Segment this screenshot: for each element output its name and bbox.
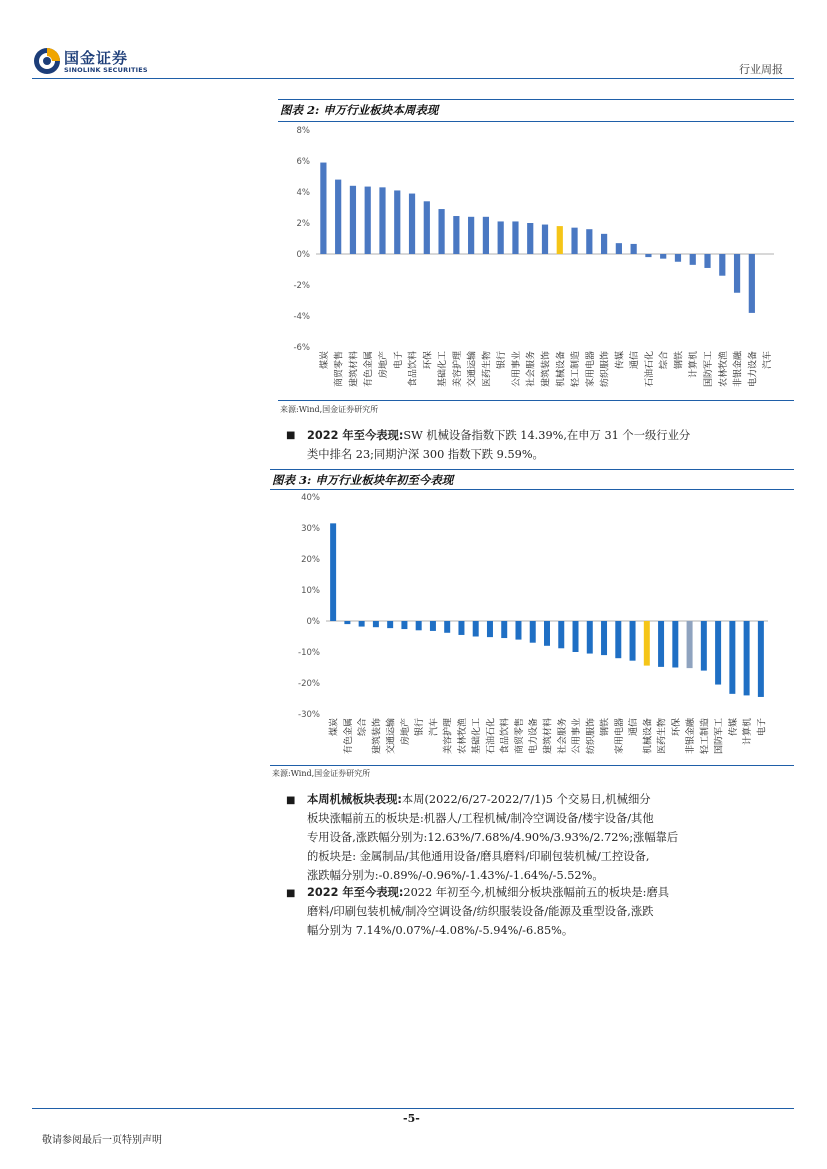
fig2-category-label: 煤炭: [319, 351, 330, 370]
fig3-category-label: 机械设备: [643, 718, 654, 755]
fig3-category-label: 医药生物: [657, 718, 668, 755]
para3-line2: 磨料/印刷包装机械/制冷空调设备/纺织服装设备/能源及重型设备,涨跌: [307, 905, 654, 918]
fig3-ytick-label: -10%: [298, 648, 320, 658]
para3-line3: 幅分别为 7.14%/0.07%/-4.08%/-5.94%/-6.85%。: [307, 924, 574, 937]
fig2-source: 来源:Wind,国金证券研究所: [280, 405, 379, 414]
fig2-category-label: 有色金属: [364, 351, 375, 388]
fig3-bar: [444, 621, 450, 633]
fig2-bar: [527, 223, 533, 254]
fig3-category-label: 汽车: [429, 718, 440, 737]
fig2-ytick-label: -4%: [293, 312, 310, 322]
fig3-bar: [558, 621, 564, 648]
fig3-ytick-label: -20%: [298, 679, 320, 689]
fig2-bar: [660, 254, 666, 259]
fig2-bar: [320, 163, 326, 254]
fig3-bar: [658, 621, 664, 667]
fig3-bar: [615, 621, 621, 658]
fig2-bar: [438, 209, 444, 254]
fig3-category-label: 农林牧渔: [457, 718, 468, 755]
fig3-title: 图表 3: 申万行业板块年初至今表现: [272, 473, 454, 487]
fig2-ytick-label: 2%: [296, 219, 310, 229]
fig3-category-label: 建筑装饰: [372, 718, 383, 755]
fig3-bar: [672, 621, 678, 668]
fig3-category-label: 银行: [415, 718, 426, 737]
fig3-category-label: 商贸零售: [514, 718, 525, 755]
fig3-bar: [630, 621, 636, 661]
fig2-bar: [365, 187, 371, 254]
para3-label: 2022 年至今表现:: [307, 886, 404, 899]
fig3-category-label: 家用电器: [614, 718, 625, 755]
fig2-ytick-label: 0%: [296, 250, 310, 260]
fig2-category-label: 基础化工: [438, 351, 449, 388]
fig3-bar: [416, 621, 422, 630]
fig2-bar: [749, 254, 755, 313]
fig3-bar: [601, 621, 607, 655]
para1: [307, 426, 787, 464]
footer-disclaimer: 敬请参阅最后一页特别声明: [42, 1135, 162, 1146]
fig2-bar: [631, 244, 637, 254]
fig3-bar: [530, 621, 536, 643]
fig2-category-label: 国防军工: [704, 351, 715, 388]
fig3-category-label: 社会服务: [557, 718, 568, 755]
fig2-bottom-rule: [278, 400, 794, 401]
para1-line1: SW 机械设备指数下跌 14.39%,在申万 31 个一级行业分: [403, 429, 691, 442]
bullet-marker: ■: [286, 795, 296, 806]
fig2-bar: [468, 217, 474, 254]
fig3-bar: [687, 621, 693, 668]
logo-icon: [32, 46, 62, 76]
fig3-bar: [744, 621, 750, 695]
para1-line2: 类中排名 23;同期沪深 300 指数下跌 9.59%。: [307, 448, 544, 461]
fig2-bar: [379, 187, 385, 254]
fig2-category-label: 建筑材料: [349, 351, 360, 388]
fig3-bar: [501, 621, 507, 638]
bullet-marker: ■: [286, 430, 296, 441]
fig2-ytick-label: -6%: [293, 343, 310, 353]
fig3-category-label: 传媒: [728, 718, 739, 737]
fig2-category-label: 公用事业: [511, 351, 522, 388]
fig2-category-label: 纺织服饰: [600, 351, 611, 388]
para1-label: 2022 年至今表现:: [307, 429, 404, 442]
fig3-bar: [387, 621, 393, 628]
fig3-category-label: 轻工制造: [700, 718, 711, 755]
fig2-bar: [704, 254, 710, 268]
fig3-category-label: 房地产: [400, 718, 411, 746]
fig2-bar: [645, 254, 651, 257]
fig3-bar: [701, 621, 707, 671]
page-number: -5-: [403, 1112, 420, 1125]
fig3-bar: [344, 621, 350, 624]
fig3-category-label: 有色金属: [343, 718, 354, 755]
fig3-category-label: 环保: [671, 718, 682, 737]
fig3-category-label: 钢铁: [600, 718, 611, 737]
fig3-ytick-label: 0%: [306, 617, 320, 627]
fig2-bar: [675, 254, 681, 262]
para2-line2: 板块涨幅前五的板块是:机器人/工程机械/制冷空调设备/楼宇设备/其他: [307, 812, 654, 825]
fig2-bar: [335, 180, 341, 254]
fig3-bottom-rule: [270, 765, 794, 766]
fig3-ytick-label: -30%: [298, 710, 320, 720]
fig2-category-label: 社会服务: [526, 351, 537, 388]
fig3-bar: [487, 621, 493, 637]
para2-line5: 涨跌幅分别为:-0.89%/-0.96%/-1.43%/-1.64%/-5.52%。: [307, 869, 604, 882]
fig3-bar: [729, 621, 735, 694]
fig2-category-label: 石油石化: [644, 351, 655, 388]
fig3-bar: [373, 621, 379, 627]
fig2-category-label: 轻工制造: [571, 351, 582, 388]
fig2-bar: [616, 243, 622, 254]
fig2-category-label: 综合: [659, 351, 670, 370]
fig3-category-label: 食品饮料: [500, 718, 511, 755]
fig3-bar: [359, 621, 365, 627]
fig3-bar: [715, 621, 721, 685]
fig3-bar: [430, 621, 436, 631]
fig3-category-label: 交通运输: [386, 718, 397, 755]
fig2-bar: [586, 229, 592, 254]
fig2-bar: [571, 228, 577, 254]
fig2-category-label: 医药生物: [482, 351, 493, 388]
fig2-ytick-label: 4%: [296, 188, 310, 198]
fig3-ytick-label: 10%: [301, 586, 320, 596]
fig3-chart: [270, 490, 794, 762]
fig2-ytick-label: 8%: [296, 126, 310, 136]
fig2-category-label: 汽车: [763, 351, 774, 370]
header-divider: [32, 78, 794, 79]
fig3-ytick-label: 30%: [301, 524, 320, 534]
fig3-bar: [644, 621, 650, 666]
footer-divider: [32, 1108, 794, 1109]
fig2-ytick-label: 6%: [296, 157, 310, 167]
logo-name: 国金证券: [64, 49, 129, 67]
fig3-bar: [458, 621, 464, 635]
fig3-category-label: 综合: [358, 718, 369, 737]
fig2-bar: [542, 225, 548, 254]
para2-line4: 的板块是: 金属制品/其他通用设备/磨具磨料/印刷包装机械/工控设备,: [307, 850, 650, 863]
fig2-bar: [453, 216, 459, 254]
fig2-category-label: 交通运输: [467, 351, 478, 388]
fig2-category-label: 计算机: [689, 351, 700, 379]
bullet-marker: ■: [286, 888, 296, 899]
fig2-title: 图表 2: 申万行业板块本周表现: [280, 103, 439, 117]
fig2-bar: [394, 190, 400, 254]
fig2-bar: [734, 254, 740, 293]
fig2-category-label: 电力设备: [748, 351, 759, 388]
fig3-bar: [330, 523, 336, 621]
fig2-category-label: 通信: [630, 351, 641, 370]
fig3-category-label: 计算机: [743, 718, 754, 746]
fig2-category-label: 建筑装饰: [541, 351, 552, 388]
fig2-ytick-label: -2%: [293, 281, 310, 291]
fig2-bar: [350, 186, 356, 254]
fig3-category-label: 煤炭: [329, 718, 340, 737]
fig3-category-label: 公用事业: [572, 718, 583, 755]
logo-subtitle: SINOLINK SECURITIES: [64, 66, 148, 74]
fig3-bar: [758, 621, 764, 697]
fig2-bar: [557, 226, 563, 254]
fig3-category-label: 电力设备: [529, 718, 540, 755]
fig3-category-label: 纺织服饰: [586, 718, 597, 755]
fig3-ytick-label: 40%: [301, 493, 320, 503]
fig2-category-label: 商贸零售: [334, 351, 345, 388]
para2: [307, 790, 787, 885]
fig2-category-label: 房地产: [378, 351, 389, 379]
fig3-bar: [473, 621, 479, 637]
fig3-bar: [544, 621, 550, 646]
fig2-category-label: 银行: [497, 351, 508, 370]
fig3-bar: [573, 621, 579, 652]
fig2-category-label: 钢铁: [674, 351, 685, 370]
para2-line3: 专用设备,涨跌幅分别为:12.63%/7.68%/4.90%/3.93%/2.72%;涨幅靠后: [307, 831, 679, 844]
fig3-category-label: 电子: [757, 718, 768, 737]
fig2-category-label: 农林牧渔: [718, 351, 729, 388]
fig2-category-label: 非银金融: [733, 351, 744, 388]
fig2-category-label: 家用电器: [585, 351, 596, 388]
fig2-category-label: 环保: [423, 351, 434, 370]
fig3-bar: [587, 621, 593, 654]
fig2-bar: [719, 254, 725, 276]
fig3-category-label: 建筑材料: [543, 718, 554, 755]
fig3-source: 来源:Wind,国金证券研究所: [272, 769, 371, 778]
fig2-bar: [690, 254, 696, 265]
fig2-top-rule: [278, 99, 794, 100]
fig2-category-label: 美容护理: [452, 351, 463, 388]
fig2-category-label: 机械设备: [556, 351, 567, 388]
fig3-ytick-label: 20%: [301, 555, 320, 565]
fig3-category-label: 国防军工: [714, 718, 725, 755]
fig3-bar: [515, 621, 521, 640]
fig2-bar: [424, 201, 430, 254]
fig3-top-rule: [270, 469, 794, 470]
para3: [307, 883, 787, 940]
para3-line1: 2022 年初至今,机械细分板块涨幅前五的板块是:磨具: [403, 886, 670, 899]
fig3-category-label: 非银金融: [686, 718, 697, 755]
fig2-bar: [409, 194, 415, 254]
fig3-category-label: 石油石化: [486, 718, 497, 755]
report-type: 行业周报: [739, 63, 783, 76]
fig3-category-label: 美容护理: [443, 718, 454, 755]
fig3-category-label: 通信: [629, 718, 640, 737]
para2-label: 本周机械板块表现:: [307, 793, 402, 806]
fig2-bar: [498, 221, 504, 254]
para2-line1: 本周(2022/6/27-2022/7/1)5 个交易日,机械细分: [401, 793, 651, 806]
fig2-category-label: 电子: [393, 351, 404, 370]
fig2-category-label: 传媒: [615, 351, 626, 370]
fig2-chart: [278, 123, 794, 399]
fig2-bar: [601, 234, 607, 254]
fig3-bar: [401, 621, 407, 629]
fig2-title-rule: [278, 121, 794, 122]
fig2-bar: [512, 221, 518, 254]
fig2-category-label: 食品饮料: [408, 351, 419, 388]
fig3-category-label: 基础化工: [472, 718, 483, 755]
fig2-bar: [483, 217, 489, 254]
